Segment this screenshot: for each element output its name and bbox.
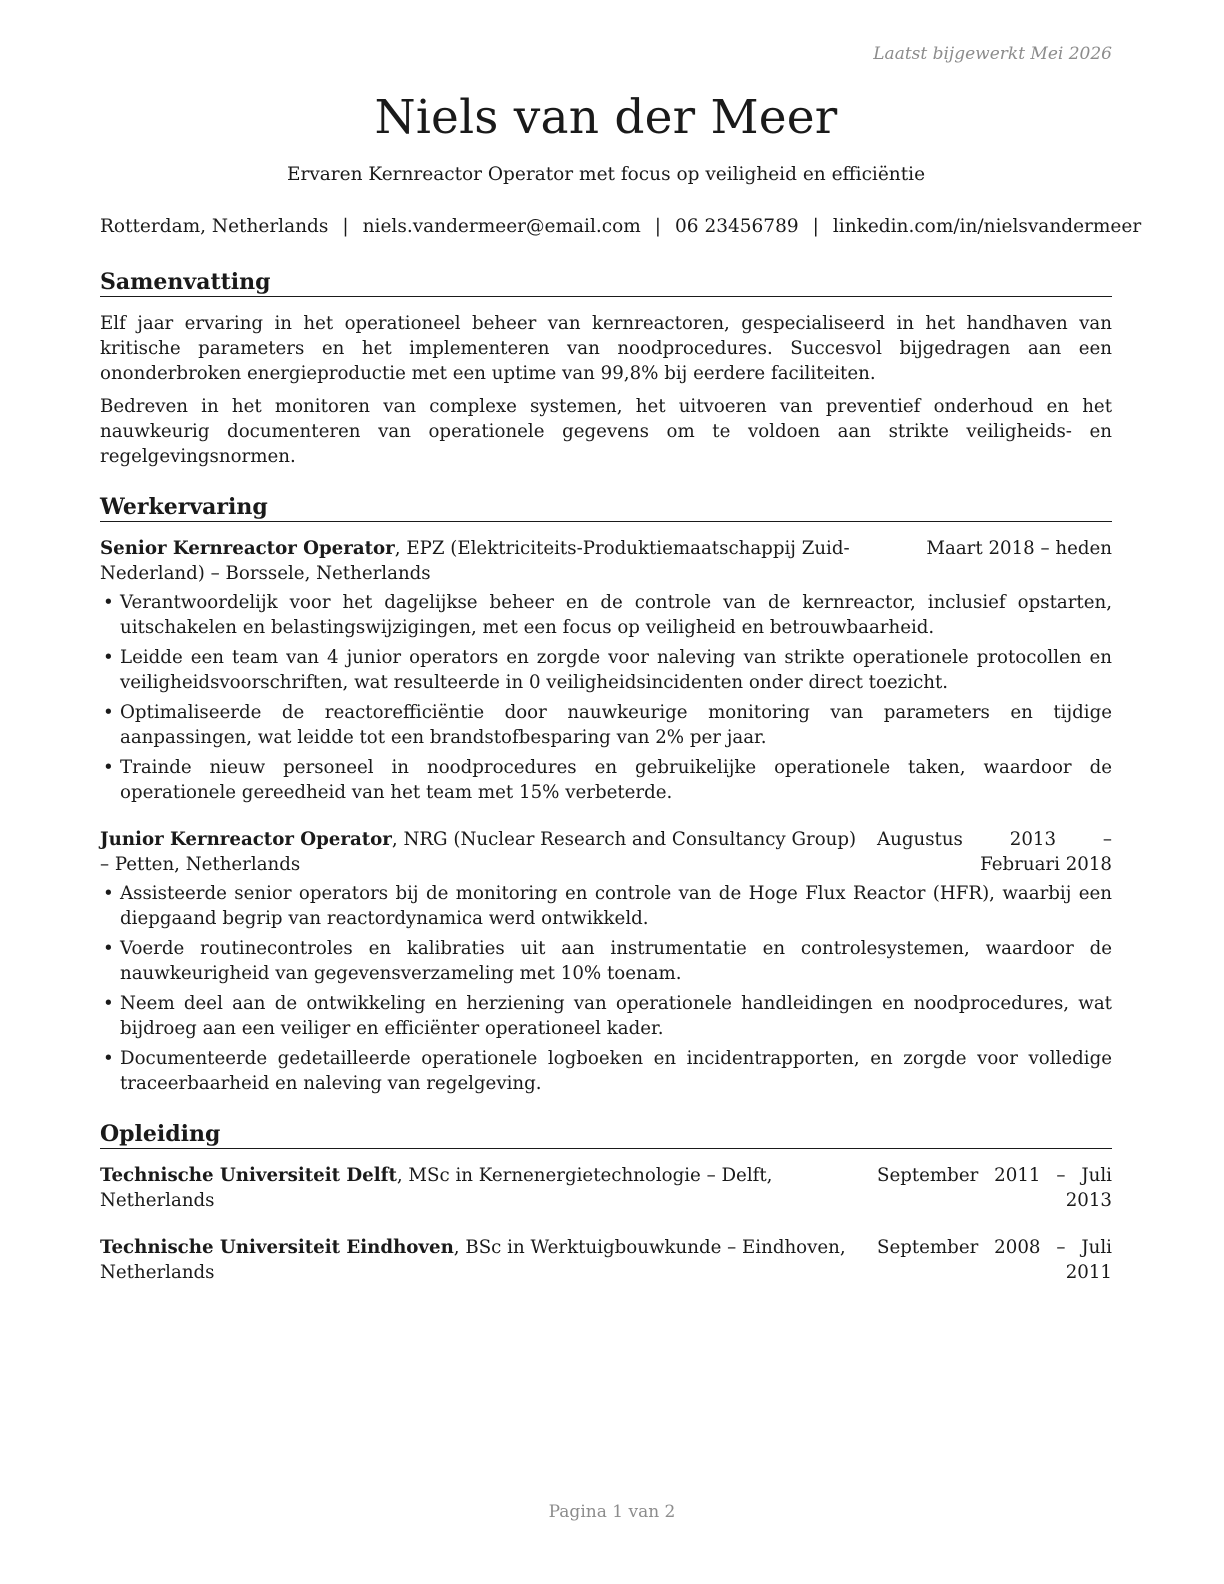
job-bullet-text: Optimaliseerde de reactorefficiëntie door nauwkeurige monitoring van parameters en tijdige aanpassingen, wat leidde tot een brandstofbesparing van 2% per jaar. (120, 702, 1112, 748)
bullet-icon: • (103, 647, 114, 668)
resume-page (100, 40, 1142, 1285)
experience-section (100, 493, 1112, 1096)
page-number: Pagina 1 van 2 (548, 1502, 676, 1522)
job-bullet-text: Voerde routinecontroles en kalibraties uit aan instrumentatie en controlesystemen, waardoor de nauwkeurigheid van gegevensverzameling met 10% toenam. (120, 938, 1112, 984)
job-employer: , EPZ (Elektriciteits-Produktiemaatschappij Zuid-Nederland) – Borssele, Netherlands (100, 538, 850, 584)
contact-separator: | (342, 216, 349, 237)
candidate-tagline: Ervaren Kernreactor Operator met focus op veiligheid en efficiëntie (286, 164, 926, 185)
education-header (100, 1235, 1112, 1285)
education-entry (100, 1235, 1112, 1285)
education-school: Technische Universiteit Eindhoven (100, 1237, 454, 1258)
job-bullet-text: Trainde nieuw personeel in noodprocedures en gebruikelijke operationele taken, waardoor de operationele gereedheid van het team met 15% verbeterde. (120, 757, 1112, 803)
job-header (100, 827, 1112, 877)
job-header (100, 536, 1112, 586)
education-degree: , MSc in Kernenergietechnologie – Delft, Netherlands (100, 1165, 773, 1211)
job-employer: , NRG (Nuclear Research and Consultancy Group) – Petten, Netherlands (100, 829, 857, 875)
summary-section (100, 268, 1112, 469)
bullet-icon: • (103, 757, 114, 778)
bullet-icon: • (103, 702, 114, 723)
job-title-line (100, 536, 926, 586)
job-bullet-text: Assisteerde senior operators bij de monitoring en controle van de Hoge Flux Reactor (HFR), waarbij een diepgaand begrip van reactordynamica werd ontwikkeld. (120, 883, 1112, 929)
job-bullet (100, 645, 1112, 695)
job-bullet (100, 1046, 1112, 1096)
education-dates: September 2008 – Juli 2011 (877, 1237, 1112, 1283)
job-bullet-text: Neem deel aan de ontwikkeling en herziening van operationele handleidingen en noodprocedures, wat bijdroeg aan een veiliger en efficiënter operationeel kader. (120, 993, 1112, 1039)
section-title-education: Opleiding (100, 1120, 1112, 1149)
section-title-summary: Samenvatting (100, 268, 1112, 297)
education-entry (100, 1163, 1112, 1213)
education-dates: September 2011 – Juli 2013 (877, 1165, 1112, 1211)
education-title-line (100, 1235, 877, 1285)
job-bullet-text: Verantwoordelijk voor het dagelijkse beheer en de controle van de kernreactor, inclusief opstarten, uitschakelen en belastingswijzigingen, met een focus op veiligheid en betrouwbaarheid. (120, 592, 1112, 638)
job-bullet (100, 991, 1112, 1041)
job-bullet (100, 700, 1112, 750)
contact-linkedin[interactable]: linkedin.com/in/nielsvandermeer (832, 216, 1142, 237)
education-school: Technische Universiteit Delft (100, 1165, 397, 1186)
job-bullet (100, 755, 1112, 805)
education-header (100, 1163, 1112, 1213)
job-dates: Augustus 2013 – Februari 2018 (877, 829, 1112, 875)
education-title-line (100, 1163, 877, 1213)
bullet-icon: • (103, 993, 114, 1014)
job-role: Junior Kernreactor Operator (100, 829, 392, 850)
job-dates: Maart 2018 – heden (926, 538, 1112, 559)
job-bullet (100, 881, 1112, 931)
job-bullet (100, 936, 1112, 986)
contact-phone: 06 23456789 (675, 216, 799, 237)
contact-line (100, 214, 1142, 240)
job-bullet-text: Leidde een team van 4 junior operators en zorgde voor naleving van strikte operationele protocollen en veiligheidsvoorschriften, wat resulteerde in 0 veiligheidsincidenten onder direct toezicht. (120, 647, 1112, 693)
job-role: Senior Kernreactor Operator (100, 538, 395, 559)
summary-paragraph: Elf jaar ervaring in het operationeel beheer van kernreactoren, gespecialiseerd in het handhaven van kritische parameters en het implementeren van noodprocedures. Succesvol bijgedragen aan een ononderbroken energieproductie met een uptime van 99,8% bij eerdere faciliteiten. (100, 313, 1112, 384)
education-degree: , BSc in Werktuigbouwkunde – Eindhoven, Netherlands (100, 1237, 846, 1283)
bullet-icon: • (103, 883, 114, 904)
contact-email[interactable]: niels.vandermeer@email.com (362, 216, 641, 237)
job-bullets (100, 590, 1112, 805)
job-bullet-text: Documenteerde gedetailleerde operationele logboeken en incidentrapporten, en zorgde voor volledige traceerbaarheid en naleving van regelgeving. (120, 1048, 1112, 1094)
job-bullets (100, 881, 1112, 1096)
summary-paragraph: Bedreven in het monitoren van complexe systemen, het uitvoeren van preventief onderhoud en het nauwkeurig documenteren van operationele gegevens om te voldoen aan strikte veiligheids- en regelgevingsnormen. (100, 396, 1112, 467)
contact-separator: | (812, 216, 819, 237)
bullet-icon: • (103, 938, 114, 959)
section-title-experience: Werkervaring (100, 493, 1112, 522)
last-updated-note: Laatst bijgewerkt Mei 2026 (873, 44, 1112, 64)
bullet-icon: • (103, 592, 114, 613)
contact-location: Rotterdam, Netherlands (100, 216, 329, 237)
job-entry (100, 827, 1112, 1096)
bullet-icon: • (103, 1048, 114, 1069)
job-title-line (100, 827, 877, 877)
candidate-name: Niels van der Meer (374, 90, 838, 145)
education-section (100, 1120, 1112, 1285)
job-bullet (100, 590, 1112, 640)
contact-separator: | (654, 216, 662, 237)
job-entry (100, 536, 1112, 805)
